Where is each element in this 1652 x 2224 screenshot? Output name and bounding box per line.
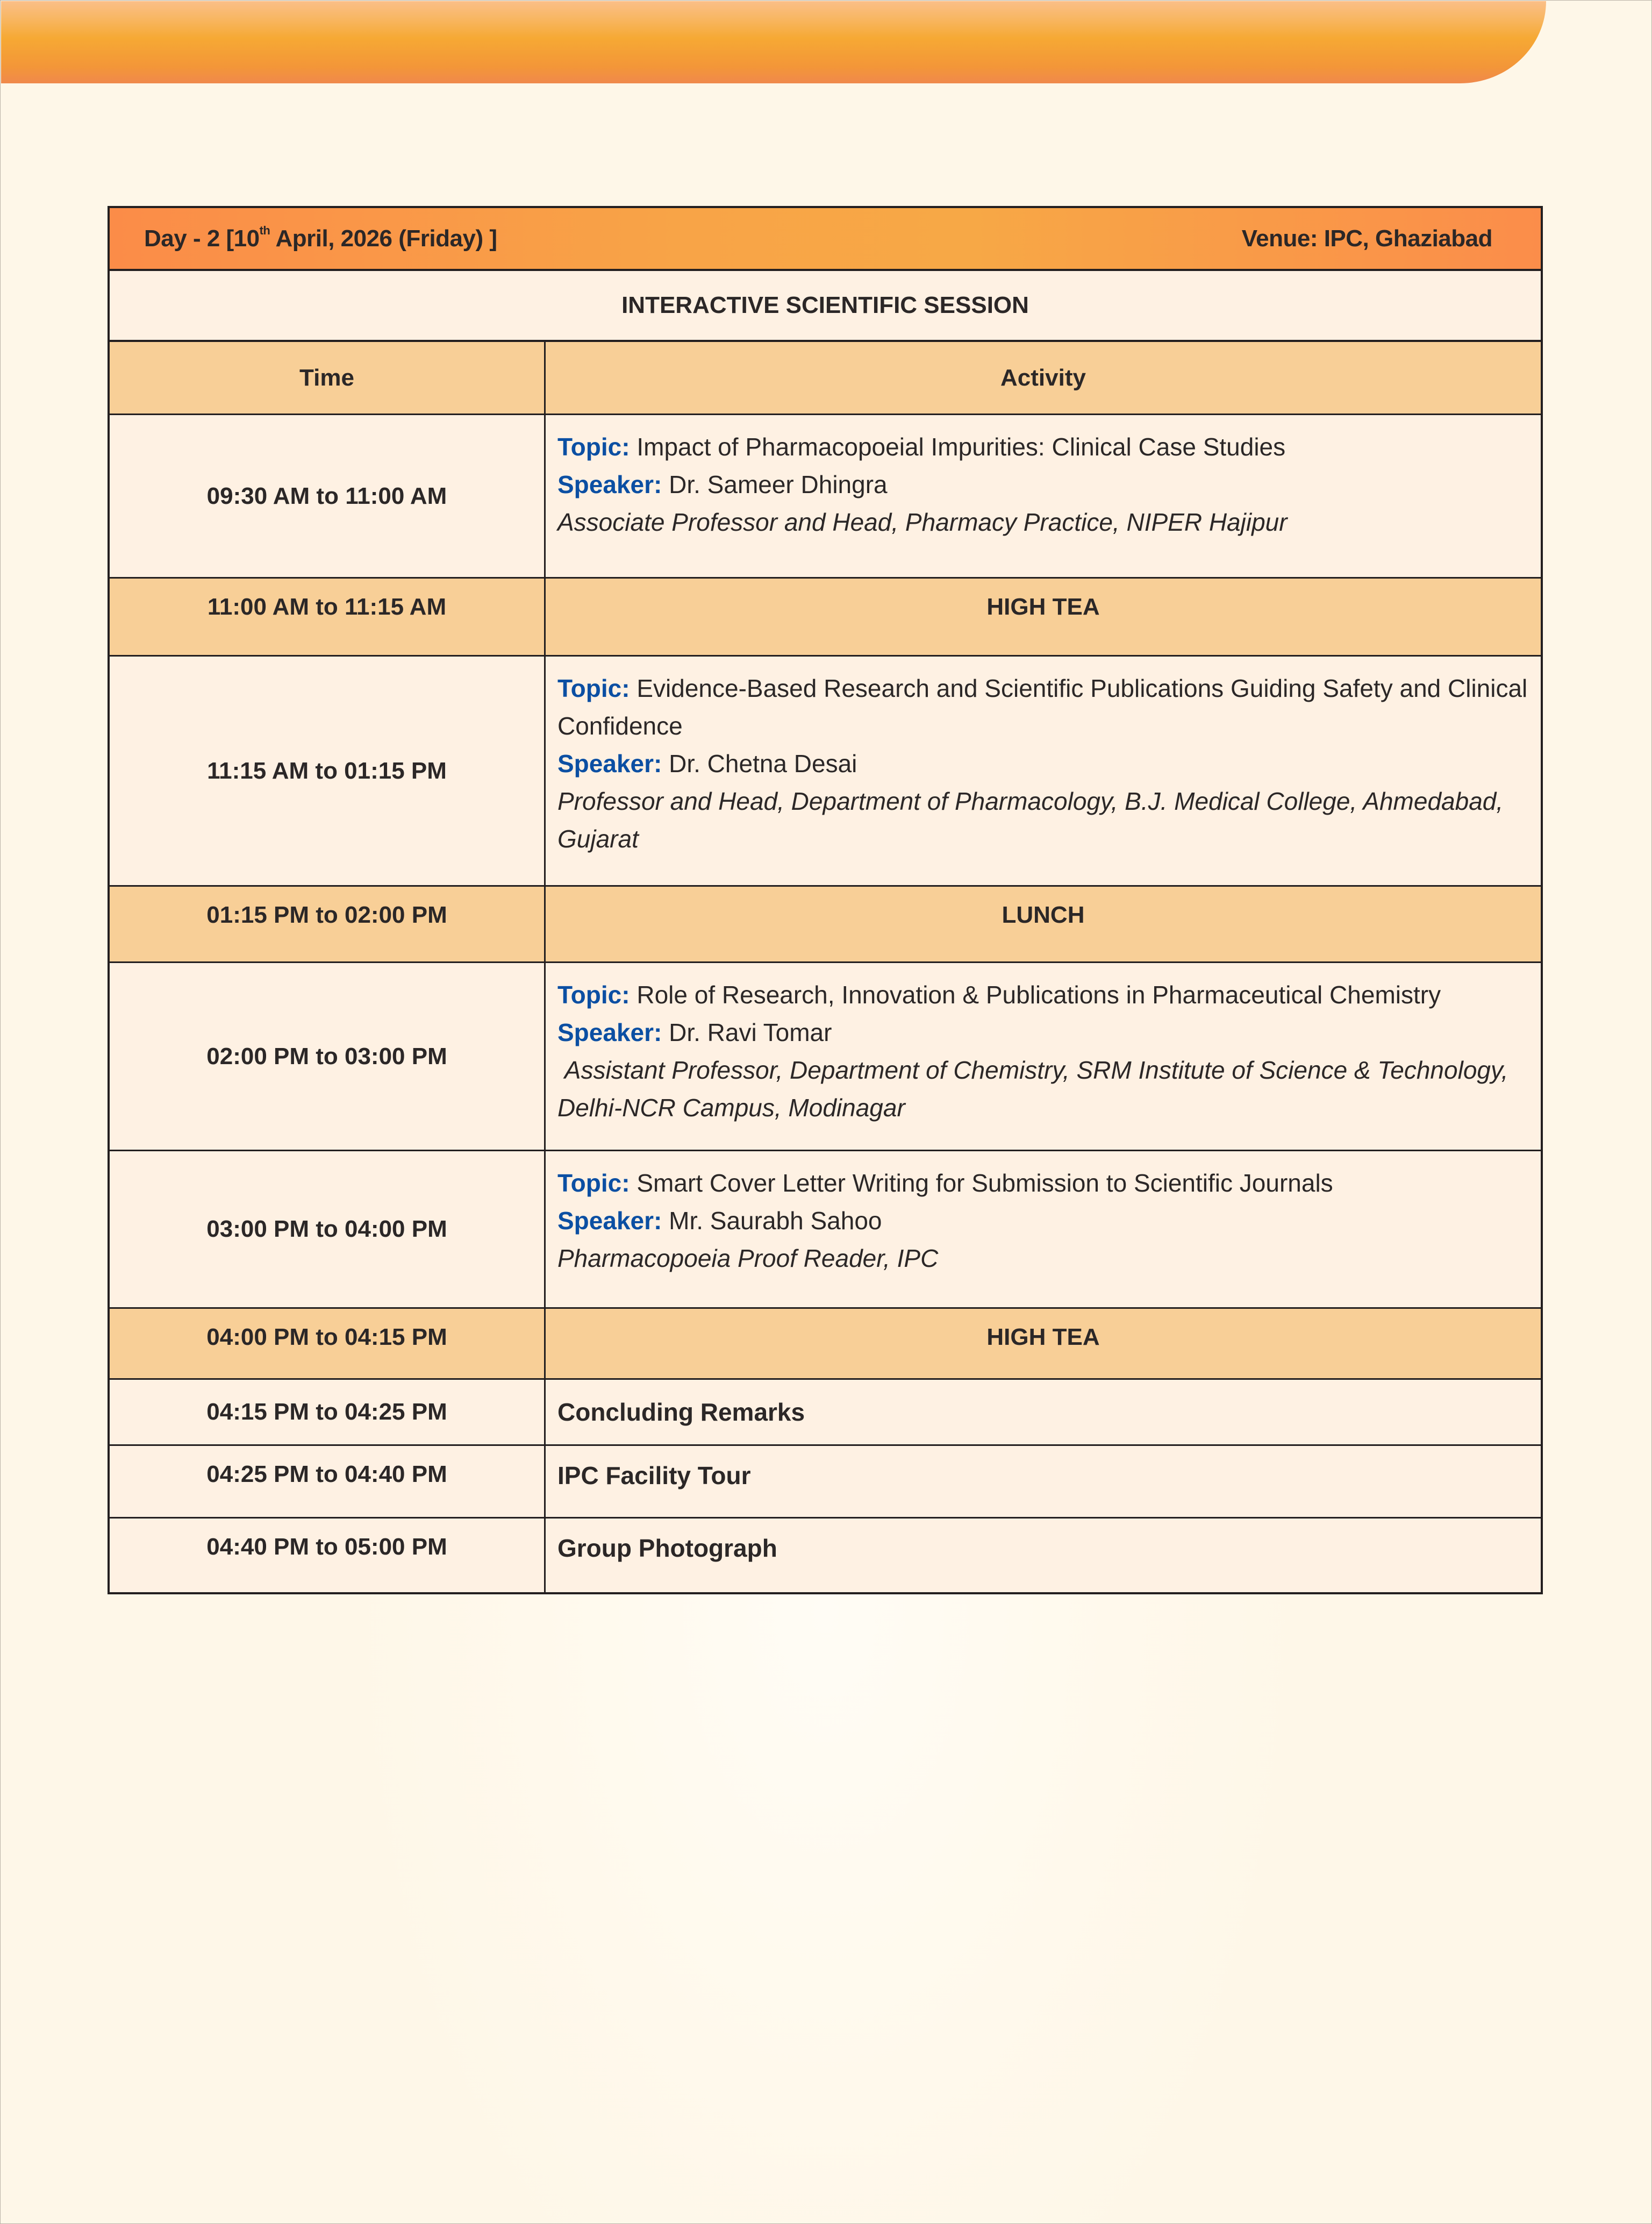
schedule-row-talk (110, 657, 1541, 887)
column-header-activity: Activity (1000, 364, 1086, 391)
speaker-name: Dr. Chetna Desai (669, 750, 857, 778)
row-time: 11:00 AM to 11:15 AM (110, 579, 546, 655)
day-date-prefix: Day - 2 [10 (144, 225, 260, 252)
day-date (144, 225, 497, 252)
schedule-row-plain (110, 1446, 1541, 1519)
topic-line (557, 1164, 1333, 1202)
row-activity: Concluding Remarks (557, 1398, 805, 1426)
topic-label: Topic: (557, 1169, 630, 1197)
topic-line (557, 976, 1441, 1014)
topic-label: Topic: (557, 674, 630, 702)
row-activity (546, 415, 1541, 577)
row-activity: HIGH TEA (986, 1324, 1100, 1350)
speaker-label: Speaker: (557, 1207, 662, 1235)
session-title: INTERACTIVE SCIENTIFIC SESSION (110, 271, 1541, 342)
topic-text: Evidence-Based Research and Scientific Publications Guiding Safety and Clinical Confidence (557, 674, 1528, 740)
speaker-label: Speaker: (557, 471, 662, 498)
speaker-label: Speaker: (557, 750, 662, 778)
speaker-name: Dr. Sameer Dhingra (669, 471, 888, 498)
day-date-superscript: th (259, 223, 270, 237)
row-time: 04:00 PM to 04:15 PM (110, 1309, 546, 1378)
schedule-row-break (110, 887, 1541, 963)
row-time: 04:15 PM to 04:25 PM (110, 1380, 546, 1444)
schedule-row-break (110, 579, 1541, 657)
topic-text: Impact of Pharmacopoeial Impurities: Clinical Case Studies (637, 433, 1286, 461)
schedule-row-talk (110, 963, 1541, 1151)
row-time: 02:00 PM to 03:00 PM (110, 963, 546, 1150)
decorative-top-band (1, 1, 1546, 83)
row-time: 04:25 PM to 04:40 PM (110, 1446, 546, 1517)
speaker-line (557, 745, 857, 782)
schedule-row-plain (110, 1380, 1541, 1446)
row-activity: HIGH TEA (986, 594, 1100, 620)
column-header-time: Time (110, 342, 546, 414)
speaker-line (557, 466, 888, 503)
day-header (110, 208, 1541, 271)
speaker-line (557, 1014, 832, 1051)
venue: Venue: IPC, Ghaziabad (1241, 225, 1492, 252)
speaker-name: Dr. Ravi Tomar (669, 1018, 832, 1046)
row-time: 11:15 AM to 01:15 PM (110, 657, 546, 885)
row-activity (546, 1151, 1541, 1307)
speaker-line (557, 1202, 882, 1239)
speaker-affiliation: Associate Professor and Head, Pharmacy Practice, NIPER Hajipur (557, 508, 1288, 536)
speaker-label: Speaker: (557, 1018, 662, 1046)
schedule-table (108, 206, 1543, 1594)
schedule-row-break (110, 1309, 1541, 1380)
speaker-affiliation: Assistant Professor, Department of Chemistry, SRM Institute of Science & Technology, Delhi-NCR Campus, Modinagar (557, 1056, 1515, 1122)
row-time: 03:00 PM to 04:00 PM (110, 1151, 546, 1307)
row-time: 04:40 PM to 05:00 PM (110, 1519, 546, 1592)
speaker-affiliation: Professor and Head, Department of Pharmacology, B.J. Medical College, Ahmedabad, Gujarat (557, 787, 1504, 853)
speaker-name: Mr. Saurabh Sahoo (669, 1207, 882, 1235)
row-activity: Group Photograph (557, 1534, 777, 1562)
topic-line (557, 669, 1529, 745)
row-time: 01:15 PM to 02:00 PM (110, 887, 546, 961)
day-date-suffix: April, 2026 (Friday) ] (270, 225, 497, 252)
topic-line (557, 428, 1285, 466)
row-activity: LUNCH (1002, 902, 1085, 928)
topic-label: Topic: (557, 433, 630, 461)
topic-text: Smart Cover Letter Writing for Submission to Scientific Journals (637, 1169, 1333, 1197)
row-activity (546, 657, 1541, 885)
schedule-row-talk (110, 1151, 1541, 1309)
row-activity: IPC Facility Tour (557, 1462, 751, 1489)
speaker-affiliation: Pharmacopoeia Proof Reader, IPC (557, 1244, 939, 1272)
column-header-row (110, 342, 1541, 415)
row-time: 09:30 AM to 11:00 AM (110, 415, 546, 577)
topic-text: Role of Research, Innovation & Publications in Pharmaceutical Chemistry (637, 981, 1441, 1009)
schedule-row-plain (110, 1519, 1541, 1592)
topic-label: Topic: (557, 981, 630, 1009)
row-activity (546, 963, 1541, 1150)
schedule-row-talk (110, 415, 1541, 579)
